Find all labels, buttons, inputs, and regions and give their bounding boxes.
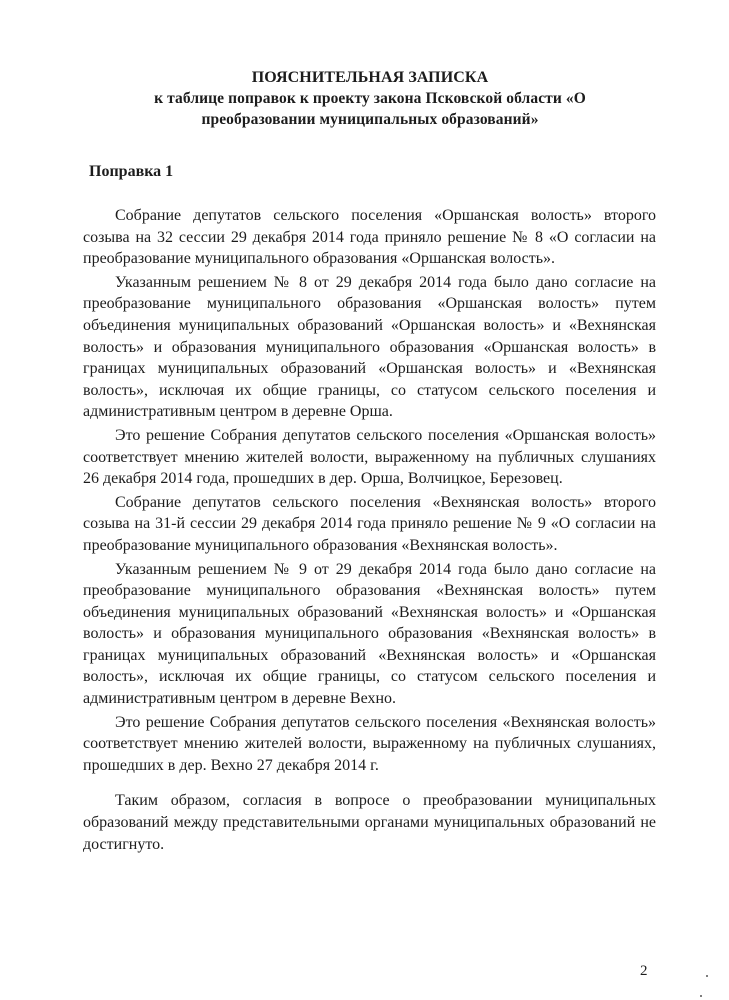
scan-speck [706, 975, 708, 977]
scan-speck [700, 995, 702, 997]
paragraph-6: Это решение Собрания депутатов сельского поселения «Вехнянская волость» соответствует мнению жителей волости, выраженному на публичных слушаниях, прошедших в дер. Вехно 27 декабря 2014 г. [83, 713, 656, 774]
document-subtitle-line1: к таблице поправок к проекту закона Псковской области «О [154, 90, 586, 107]
document-body [83, 205, 656, 855]
paragraph-1: Собрание депутатов сельского поселения «Оршанская волость» второго созыва на 32 сессии 29 декабря 2014 года приняло решение № 8 «О согласии на преобразование муниципального образования «Оршанская волость». [83, 207, 656, 268]
paragraph-5: Указанным решением № 9 от 29 декабря 2014 года было дано согласие на преобразование муниципального образования «Вехнянская волость» путем объединения муниципальных образований «Вехнянская волость» и «Оршанская волость» и образования муниципального образования «Вехнянская волость» в границах муниципальных образований «Вехнянская волость» и «Оршанская волость», исключая их общие границы, со статусом сельского поселения и административным центром в деревне Вехно. [83, 560, 656, 708]
document-subtitle-line2: преобразовании муниципальных образований» [201, 111, 539, 128]
document-heading [60, 67, 680, 130]
paragraph-2: Указанным решением № 8 от 29 декабря 2014 года было дано согласие на преобразование муниципального образования «Оршанская волость» путем объединения муниципальных образований «Оршанская волость» и «Вехнянская волость» и образования муниципального образования «Оршанская волость» в границах муниципальных образований «Оршанская волость» и «Вехнянская волость», исключая их общие границы, со статусом сельского поселения и административным центром в деревне Орша. [83, 273, 656, 421]
paragraph-4: Собрание депутатов сельского поселения «Вехнянская волость» второго созыва на 31-й сессии 29 декабря 2014 года приняло решение № 9 «О согласии на преобразование муниципального образования «Вехнянская волость». [83, 493, 656, 554]
paragraph-3: Это решение Собрания депутатов сельского поселения «Оршанская волость» соответствует мнению жителей волости, выраженному на публичных слушаниях 26 декабря 2014 года, прошедших в дер. Орша, Волчицкое, Березовец. [83, 426, 656, 488]
paragraph-7: Таким образом, согласия в вопросе о преобразовании муниципальных образований между представительными органами муниципальных образований не достигнуто. [83, 792, 656, 853]
document-title: ПОЯСНИТЕЛЬНАЯ ЗАПИСКА [251, 69, 489, 86]
amendment-heading: Поправка 1 [89, 163, 174, 180]
page-number: 2 [640, 963, 648, 979]
